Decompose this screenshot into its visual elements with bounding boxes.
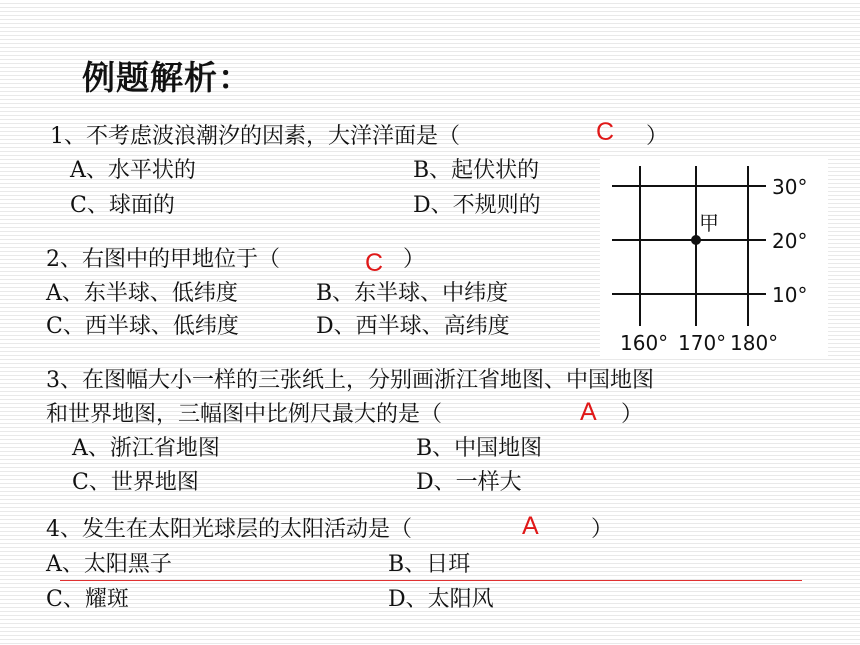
question-2-stem: 2、右图中的甲地位于（ bbox=[46, 247, 280, 272]
longitude-label-160: 160° bbox=[620, 331, 669, 355]
question-4-option-c: C、耀斑 bbox=[46, 587, 129, 612]
question-4-option-a: A、太阳黑子 bbox=[46, 552, 172, 577]
point-jia-label: 甲 bbox=[699, 211, 719, 235]
question-2-option-a: A、东半球、低纬度 bbox=[46, 281, 238, 306]
question-1-stem: 1、不考虑波浪潮汐的因素，大洋洋面是（ bbox=[50, 124, 460, 149]
question-4-stem: 4、发生在太阳光球层的太阳活动是（ bbox=[46, 517, 412, 542]
question-3-stem-line-1: 3、在图幅大小一样的三张纸上，分别画浙江省地图、中国地图 bbox=[46, 368, 654, 393]
question-4-close-paren: ） bbox=[591, 517, 614, 542]
longitude-label-180: 180° bbox=[730, 331, 779, 355]
latitude-label-20: 20° bbox=[772, 229, 808, 253]
question-3-stem-line-2: 和世界地图，三幅图中比例尺最大的是（ bbox=[46, 402, 443, 427]
red-divider-line bbox=[60, 580, 802, 581]
question-1-option-a: A、水平状的 bbox=[70, 158, 196, 183]
question-3-answer: A bbox=[580, 398, 597, 426]
latitude-label-10: 10° bbox=[772, 283, 808, 307]
question-4-option-d: D、太阳风 bbox=[388, 587, 494, 612]
point-jia-marker bbox=[691, 235, 701, 245]
question-1-answer: C bbox=[596, 118, 615, 146]
question-1-close-paren: ） bbox=[646, 124, 669, 149]
question-2-option-c: C、西半球、低纬度 bbox=[46, 314, 239, 339]
question-3-option-d: D、一样大 bbox=[416, 470, 522, 495]
lat-long-grid-figure bbox=[600, 158, 828, 358]
page-title: 例题解析： bbox=[82, 58, 252, 97]
question-3-option-a: A、浙江省地图 bbox=[72, 436, 220, 461]
longitude-label-170: 170° bbox=[678, 331, 727, 355]
question-2-answer: C bbox=[365, 249, 384, 277]
question-2-option-d: D、西半球、高纬度 bbox=[316, 314, 510, 339]
latitude-label-30: 30° bbox=[772, 175, 808, 199]
question-4-answer: A bbox=[522, 512, 539, 540]
question-1-option-b: B、起伏状的 bbox=[413, 158, 540, 183]
question-4-option-b: B、日珥 bbox=[388, 552, 471, 577]
question-1-option-c: C、球面的 bbox=[70, 193, 175, 218]
question-2-close-paren: ） bbox=[403, 247, 426, 272]
question-3-option-b: B、中国地图 bbox=[416, 436, 543, 461]
question-3-close-paren: ） bbox=[621, 402, 644, 427]
question-3-option-c: C、世界地图 bbox=[72, 470, 199, 495]
question-1-option-d: D、不规则的 bbox=[413, 193, 541, 218]
question-2-option-b: B、东半球、中纬度 bbox=[316, 281, 509, 306]
